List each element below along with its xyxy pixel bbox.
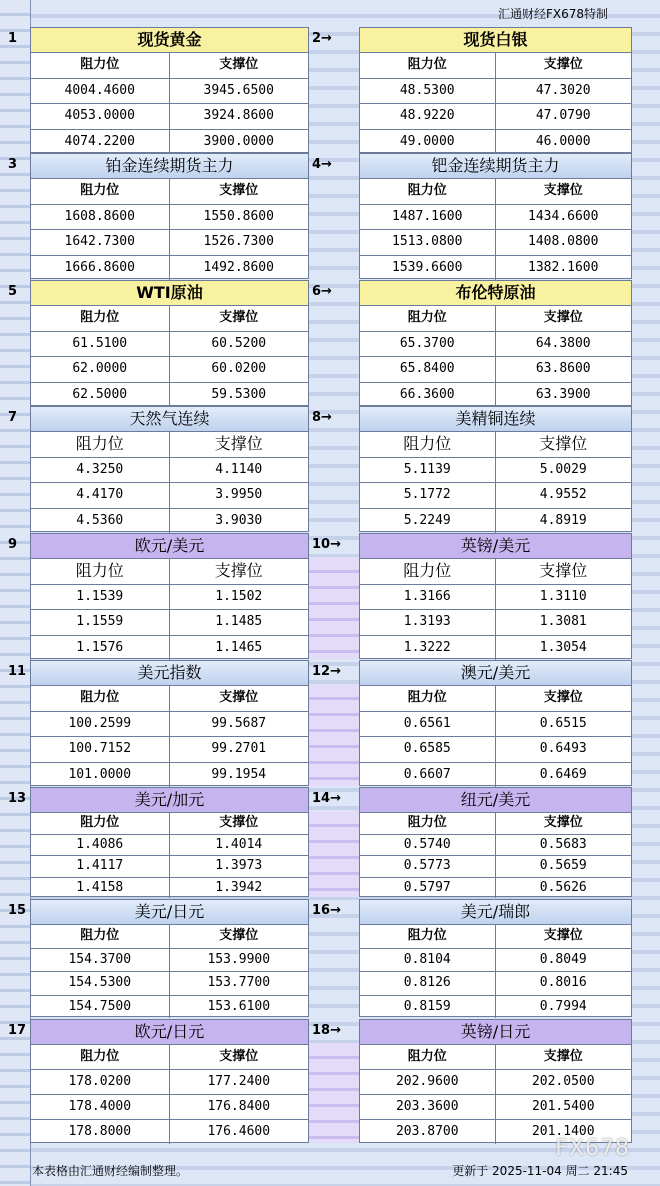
table-row (360, 1094, 631, 1120)
resistance-header: 阻力位 (360, 431, 496, 457)
resistance-value: 0.5740 (360, 834, 496, 856)
block-number: 17 (8, 1023, 27, 1038)
support-value: 4.1140 (215, 461, 263, 477)
resistance-value: 1.4117 (31, 855, 170, 877)
support-value: 3.9030 (215, 512, 263, 528)
resistance-value: 4.5360 (31, 508, 170, 534)
table-row (31, 78, 308, 105)
support-header: 支撑位 (543, 690, 583, 705)
resistance-value: 203.8700 (360, 1119, 496, 1144)
table-row (360, 584, 631, 611)
block-number: 2→ (312, 31, 332, 46)
table-row (31, 508, 308, 534)
table-row (360, 877, 631, 899)
support-value: 1.3054 (539, 639, 587, 655)
support-value: 0.8049 (539, 951, 587, 967)
pivot-table (30, 1019, 309, 1143)
support-value: 153.7700 (207, 975, 271, 990)
table-row (360, 1069, 631, 1095)
table-row (31, 129, 308, 155)
support-value: 63.3900 (535, 386, 591, 402)
table-row (31, 971, 308, 996)
resistance-value: 1608.8600 (31, 204, 170, 230)
resistance-value: 100.2599 (31, 711, 170, 737)
table-row (360, 78, 631, 105)
resistance-value: 62.0000 (31, 356, 170, 382)
pivot-table (359, 533, 632, 659)
resistance-value: 1.4158 (31, 877, 170, 899)
table-header-row (31, 558, 308, 585)
resistance-header: 阻力位 (360, 685, 496, 711)
instrument-title: 欧元/美元 (31, 534, 308, 559)
support-value: 176.4600 (207, 1124, 271, 1139)
support-value: 1492.8600 (203, 259, 274, 275)
resistance-value: 0.6585 (360, 736, 496, 762)
table-row (31, 1069, 308, 1095)
support-value: 4.9552 (539, 487, 587, 502)
table-row (360, 382, 631, 408)
table-header-row (360, 685, 631, 712)
instrument-title: 欧元/日元 (31, 1020, 308, 1045)
resistance-header: 阻力位 (31, 558, 170, 584)
resistance-value: 5.1772 (360, 482, 496, 508)
pivot-table (359, 1019, 632, 1143)
instrument-title: 英镑/日元 (360, 1020, 631, 1045)
resistance-value: 178.4000 (31, 1094, 170, 1119)
instrument-title: 美元/加元 (31, 788, 308, 813)
watermark-logo: FX678 (555, 1136, 630, 1161)
table-header-row (31, 812, 308, 835)
support-value: 5.0029 (539, 461, 587, 477)
support-header: 支撑位 (219, 928, 259, 943)
instrument-title: 澳元/美元 (360, 661, 631, 686)
table-row (31, 609, 308, 636)
support-value: 1.4014 (215, 836, 263, 852)
table-row (360, 229, 631, 256)
support-value: 59.5300 (211, 386, 267, 402)
support-value: 1.1485 (215, 614, 263, 629)
resistance-value: 1.4086 (31, 834, 170, 856)
resistance-header: 阻力位 (31, 924, 170, 948)
resistance-header: 阻力位 (360, 52, 496, 78)
pivot-table (30, 533, 309, 659)
support-value: 1.3973 (215, 858, 263, 873)
instrument-title: 美元指数 (31, 661, 308, 686)
pivot-table (30, 153, 309, 279)
support-header: 支撑位 (219, 57, 259, 72)
resistance-value: 0.6561 (360, 711, 496, 737)
resistance-value: 65.8400 (360, 356, 496, 382)
support-value: 1.1502 (215, 588, 263, 604)
table-row (31, 255, 308, 281)
resistance-value: 100.7152 (31, 736, 170, 762)
resistance-value: 1.3222 (360, 635, 496, 661)
table-row (360, 508, 631, 534)
block-number: 4→ (312, 157, 332, 172)
table-row (360, 356, 631, 383)
table-row (31, 948, 308, 973)
updated-label: 更新于 (452, 1164, 489, 1178)
resistance-value: 62.5000 (31, 382, 170, 408)
instrument-title: 现货黄金 (31, 28, 308, 53)
table-row (31, 356, 308, 383)
block-number: 10→ (312, 537, 341, 552)
resistance-header: 阻力位 (360, 1044, 496, 1069)
support-header: 支撑位 (543, 57, 583, 72)
pivot-table (359, 899, 632, 1017)
table-row (31, 834, 308, 857)
support-header: 支撑位 (219, 690, 259, 705)
support-header: 支撑位 (539, 434, 588, 453)
support-value: 1550.8600 (203, 208, 274, 224)
pivot-table (359, 406, 632, 532)
table-header-row (31, 178, 308, 205)
table-row (360, 331, 631, 358)
table-header-row (31, 924, 308, 949)
support-value: 0.8016 (539, 975, 587, 990)
table-row (360, 635, 631, 661)
support-value: 47.0790 (535, 108, 591, 123)
column-divider (309, 684, 359, 786)
table-row (360, 457, 631, 484)
column-divider (309, 557, 359, 659)
table-row (31, 1094, 308, 1120)
instrument-title: 铂金连续期货主力 (31, 154, 308, 179)
support-header: 支撑位 (539, 561, 588, 580)
support-value: 202.0500 (531, 1074, 595, 1089)
table-row (360, 129, 631, 155)
resistance-value: 203.3600 (360, 1094, 496, 1119)
resistance-value: 0.8159 (360, 995, 496, 1019)
instrument-title: 布伦特原油 (360, 281, 631, 306)
support-value: 176.8400 (207, 1099, 271, 1114)
pivot-table (359, 153, 632, 279)
instrument-title: WTI原油 (31, 281, 308, 306)
table-header-row (360, 924, 631, 949)
table-row (360, 255, 631, 281)
footer-note: 本表格由汇通财经编制整理。 (32, 1164, 189, 1178)
pivot-table (30, 899, 309, 1017)
table-row (31, 1119, 308, 1144)
column-divider (309, 1043, 359, 1143)
resistance-value: 0.8126 (360, 971, 496, 995)
block-number: 1 (8, 31, 18, 46)
resistance-header: 阻力位 (360, 305, 496, 331)
pivot-table (30, 660, 309, 786)
support-value: 1382.1600 (528, 259, 599, 275)
instrument-title: 纽元/美元 (360, 788, 631, 813)
support-value: 1.1465 (215, 639, 263, 655)
support-value: 0.7994 (539, 998, 587, 1014)
support-value: 177.2400 (207, 1074, 271, 1089)
instrument-title: 美精铜连续 (360, 407, 631, 432)
resistance-header: 阻力位 (360, 812, 496, 834)
resistance-value: 48.5300 (360, 78, 496, 104)
table-header-row (31, 305, 308, 332)
block-number: 9 (8, 537, 18, 552)
resistance-header: 阻力位 (31, 52, 170, 78)
resistance-value: 65.3700 (360, 331, 496, 357)
table-row (360, 855, 631, 878)
table-row (360, 204, 631, 231)
table-row (31, 584, 308, 611)
resistance-header: 阻力位 (31, 685, 170, 711)
block-number: 16→ (312, 903, 341, 918)
support-value: 60.5200 (211, 335, 267, 351)
table-header-row (360, 178, 631, 205)
pivot-table (30, 787, 309, 897)
resistance-header: 阻力位 (31, 431, 170, 457)
support-value: 3900.0000 (203, 133, 274, 149)
support-value: 1.3081 (539, 614, 587, 629)
table-header-row (360, 305, 631, 332)
table-row (360, 609, 631, 636)
support-value: 60.0200 (211, 361, 267, 376)
block-number: 11 (8, 664, 27, 679)
support-value: 46.0000 (535, 133, 591, 149)
block-number: 3 (8, 157, 18, 172)
table-row (360, 948, 631, 973)
table-row (31, 711, 308, 738)
table-row (31, 736, 308, 763)
table-row (31, 457, 308, 484)
resistance-value: 48.9220 (360, 103, 496, 129)
table-header-row (31, 52, 308, 79)
support-value: 3.9950 (215, 487, 263, 502)
resistance-value: 1487.1600 (360, 204, 496, 230)
table-row (31, 482, 308, 509)
table-row (360, 736, 631, 763)
column-divider (309, 811, 359, 897)
resistance-value: 5.2249 (360, 508, 496, 534)
resistance-value: 4053.0000 (31, 103, 170, 129)
resistance-header: 阻力位 (360, 558, 496, 584)
support-header: 支撑位 (543, 928, 583, 943)
instrument-title: 现货白银 (360, 28, 631, 53)
table-header-row (360, 52, 631, 79)
table-row (360, 834, 631, 857)
table-header-row (31, 1044, 308, 1070)
support-value: 0.6515 (539, 715, 587, 731)
block-number: 13 (8, 791, 27, 806)
support-value: 1.3942 (215, 879, 263, 895)
resistance-value: 1.1539 (31, 584, 170, 610)
support-value: 1434.6600 (528, 208, 599, 224)
left-gutter (0, 0, 31, 1186)
table-row (360, 762, 631, 788)
resistance-header: 阻力位 (360, 924, 496, 948)
table-header-row (31, 431, 308, 458)
resistance-value: 178.0200 (31, 1069, 170, 1094)
resistance-value: 1.1576 (31, 635, 170, 661)
updated-time: 2025-11-04 周二 21:45 (492, 1164, 628, 1178)
support-value: 0.6493 (539, 741, 587, 756)
instrument-title: 美元/瑞郎 (360, 900, 631, 925)
resistance-header: 阻力位 (31, 305, 170, 331)
resistance-header: 阻力位 (31, 1044, 170, 1069)
block-number: 5 (8, 284, 18, 299)
table-header-row (31, 685, 308, 712)
pivot-table (359, 280, 632, 406)
support-header: 支撑位 (543, 815, 583, 830)
support-value: 1.3110 (539, 588, 587, 604)
table-row (31, 331, 308, 358)
resistance-value: 154.5300 (31, 971, 170, 995)
table-header-row (360, 431, 631, 458)
support-value: 63.8600 (535, 361, 591, 376)
table-row (31, 229, 308, 256)
resistance-value: 49.0000 (360, 129, 496, 155)
table-row (360, 103, 631, 130)
resistance-value: 0.8104 (360, 948, 496, 972)
resistance-value: 4074.2200 (31, 129, 170, 155)
support-value: 153.6100 (207, 998, 271, 1014)
support-value: 153.9900 (207, 951, 271, 967)
resistance-value: 1513.0800 (360, 229, 496, 255)
block-number: 12→ (312, 664, 341, 679)
resistance-value: 4.4170 (31, 482, 170, 508)
support-header: 支撑位 (214, 561, 263, 580)
pivot-table (30, 280, 309, 406)
support-value: 0.5683 (539, 836, 587, 852)
resistance-value: 178.8000 (31, 1119, 170, 1144)
support-header: 支撑位 (219, 815, 259, 830)
resistance-value: 4.3250 (31, 457, 170, 483)
support-header: 支撑位 (219, 1049, 259, 1064)
resistance-header: 阻力位 (31, 812, 170, 834)
support-value: 47.3020 (535, 82, 591, 98)
block-number: 7 (8, 410, 18, 425)
support-value: 201.5400 (531, 1099, 595, 1114)
table-row (360, 711, 631, 738)
resistance-value: 1642.7300 (31, 229, 170, 255)
support-value: 99.5687 (211, 715, 267, 731)
resistance-value: 1666.8600 (31, 255, 170, 281)
table-row (360, 971, 631, 996)
support-header: 支撑位 (214, 434, 263, 453)
support-value: 64.3800 (535, 335, 591, 351)
instrument-title: 天然气连续 (31, 407, 308, 432)
table-row (31, 635, 308, 661)
brand-label: 汇通财经FX678特制 (497, 7, 608, 21)
resistance-header: 阻力位 (31, 178, 170, 204)
support-header: 支撑位 (543, 183, 583, 198)
support-header: 支撑位 (543, 1049, 583, 1064)
resistance-value: 154.7500 (31, 995, 170, 1019)
table-header-row (360, 1044, 631, 1070)
pivot-table (359, 27, 632, 153)
resistance-value: 5.1139 (360, 457, 496, 483)
resistance-header: 阻力位 (360, 178, 496, 204)
support-value: 1408.0800 (528, 234, 599, 249)
resistance-value: 202.9600 (360, 1069, 496, 1094)
resistance-value: 4004.4600 (31, 78, 170, 104)
support-value: 201.1400 (531, 1124, 595, 1139)
pivot-table (30, 27, 309, 153)
resistance-value: 154.3700 (31, 948, 170, 972)
table-row (31, 762, 308, 788)
support-value: 1526.7300 (203, 234, 274, 249)
support-value: 4.8919 (539, 512, 587, 528)
instrument-title: 钯金连续期货主力 (360, 154, 631, 179)
support-value: 3924.8600 (203, 108, 274, 123)
block-number: 18→ (312, 1023, 341, 1038)
pivot-table (359, 660, 632, 786)
resistance-value: 1.3193 (360, 609, 496, 635)
support-value: 0.5626 (539, 879, 587, 895)
table-row (31, 995, 308, 1019)
resistance-value: 1.1559 (31, 609, 170, 635)
resistance-value: 66.3600 (360, 382, 496, 408)
table-row (360, 482, 631, 509)
block-number: 6→ (312, 284, 332, 299)
support-value: 99.1954 (211, 766, 267, 782)
table-row (31, 855, 308, 878)
pivot-table (30, 406, 309, 532)
table-row (31, 103, 308, 130)
resistance-value: 61.5100 (31, 331, 170, 357)
support-value: 0.6469 (539, 766, 587, 782)
support-header: 支撑位 (543, 310, 583, 325)
table-row (31, 382, 308, 408)
support-header: 支撑位 (219, 183, 259, 198)
table-row (360, 995, 631, 1019)
support-value: 3945.6500 (203, 82, 274, 98)
table-row (31, 204, 308, 231)
resistance-value: 1539.6600 (360, 255, 496, 281)
support-value: 0.5659 (539, 858, 587, 873)
block-number: 15 (8, 903, 27, 918)
instrument-title: 英镑/美元 (360, 534, 631, 559)
resistance-value: 101.0000 (31, 762, 170, 788)
resistance-value: 0.5773 (360, 855, 496, 877)
pivot-table (359, 787, 632, 897)
table-header-row (360, 812, 631, 835)
resistance-value: 0.5797 (360, 877, 496, 899)
block-number: 8→ (312, 410, 332, 425)
table-header-row (360, 558, 631, 585)
support-header: 支撑位 (219, 310, 259, 325)
footer-updated (452, 1162, 628, 1179)
block-number: 14→ (312, 791, 341, 806)
resistance-value: 1.3166 (360, 584, 496, 610)
support-value: 99.2701 (211, 741, 267, 756)
instrument-title: 美元/日元 (31, 900, 308, 925)
table-row (31, 877, 308, 899)
resistance-value: 0.6607 (360, 762, 496, 788)
